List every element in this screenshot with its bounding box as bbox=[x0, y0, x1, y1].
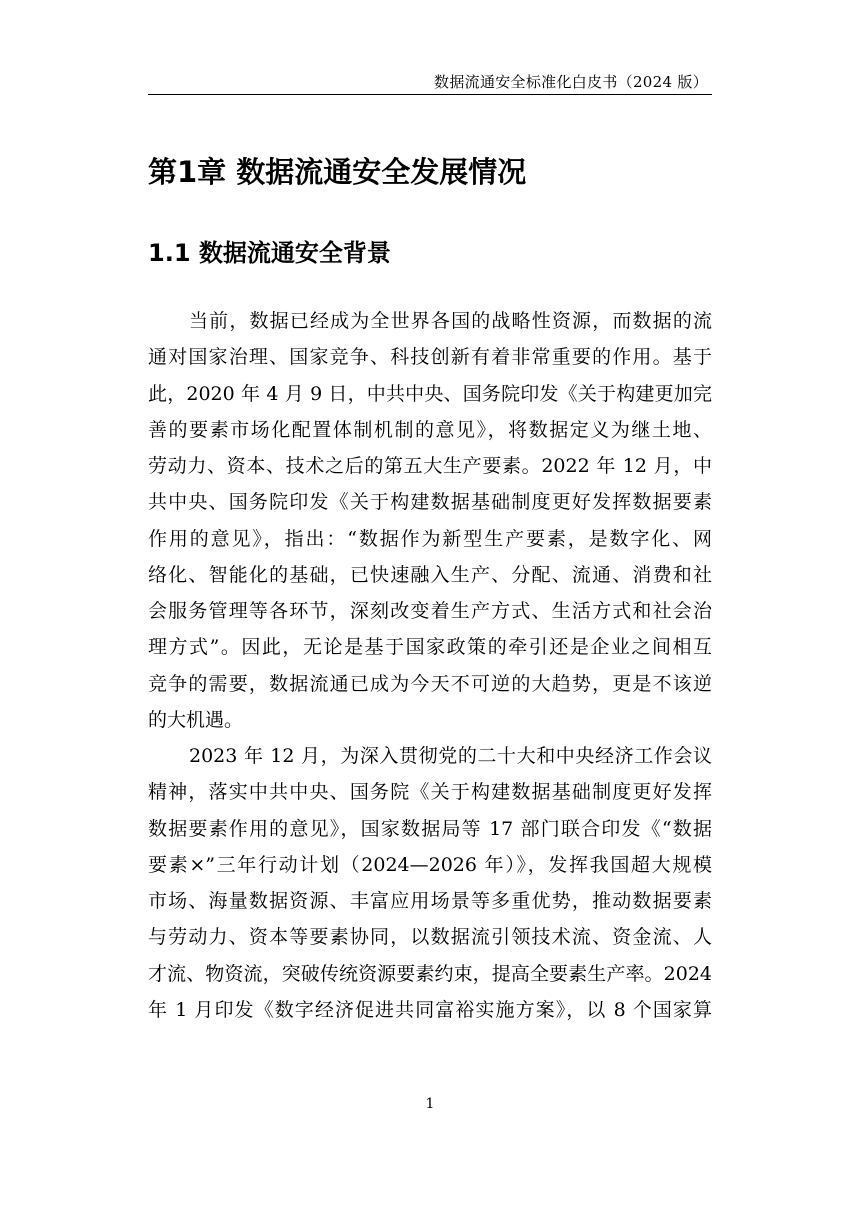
paragraph-line: 年 1 月印发《数字经济促进共同富裕实施方案》，以 8 个国家算 bbox=[148, 998, 712, 1021]
paragraph-line: 市场、海量数据资源、丰富应用场景等多重优势，推动数据要素 bbox=[148, 890, 712, 912]
paragraph-line: 作用的意见》，指出：“数据作为新型生产要素，是数字化、网 bbox=[148, 527, 712, 550]
section-title: 1.1 数据流通安全背景 bbox=[148, 239, 391, 267]
paragraph-line: 络化、智能化的基础，已快速融入生产、分配、流通、消费和社 bbox=[148, 563, 712, 586]
paragraph-line: 精神，落实中共中央、国务院《关于构建数据基础制度更好发挥 bbox=[148, 781, 712, 804]
paragraph-line: 竞争的需要，数据流通已成为今天不可逆的大趋势，更是不该逆 bbox=[148, 672, 712, 695]
paragraph-line: 才流、物资流，突破传统资源要素约束，提高全要素生产率。2024 bbox=[148, 962, 712, 985]
paragraph-line: 数据要素作用的意见》，国家数据局等 17 部门联合印发《“数据 bbox=[148, 817, 712, 840]
paragraph-line: 要素×”三年行动计划（2024—2026 年）》，发挥我国超大规模 bbox=[148, 853, 712, 876]
paragraph-line: 当前，数据已经成为全世界各国的战略性资源，而数据的流 bbox=[189, 310, 712, 332]
paragraph-line: 劳动力、资本、技术之后的第五大生产要素。2022 年 12 月，中 bbox=[148, 455, 712, 477]
chapter-title: 第1章 数据流通安全发展情况 bbox=[148, 155, 527, 189]
paragraph-line: 的大机遇。 bbox=[148, 708, 244, 731]
paragraph-line: 理方式”。因此，无论是基于国家政策的牵引还是企业之间相互 bbox=[148, 636, 712, 659]
paragraph-1 bbox=[148, 303, 712, 738]
paragraph-line: 与劳动力、资本等要素协同，以数据流引领技术流、资金流、人 bbox=[148, 926, 712, 949]
paragraph-line: 善的要素市场化配置体制机制的意见》，将数据定义为继土地、 bbox=[148, 418, 712, 441]
paragraph-line: 通对国家治理、国家竞争、科技创新有着非常重要的作用。基于 bbox=[148, 346, 712, 369]
paragraph-2 bbox=[148, 738, 712, 1028]
paragraph-line: 会服务管理等各环节，深刻改变着生产方式、生活方式和社会治 bbox=[148, 600, 712, 622]
running-header bbox=[148, 66, 712, 95]
running-header-title: 数据流通安全标准化白皮书（2024 版） bbox=[434, 73, 708, 91]
page-number: 1 bbox=[425, 1096, 435, 1112]
paragraph-line: 此，2020 年 4 月 9 日，中共中央、国务院印发《关于构建更加完 bbox=[148, 382, 712, 405]
paragraph-line: 2023 年 12 月，为深入贯彻党的二十大和中央经济工作会议 bbox=[189, 745, 712, 767]
paragraph-line: 共中央、国务院印发《关于构建数据基础制度更好发挥数据要素 bbox=[148, 491, 712, 514]
